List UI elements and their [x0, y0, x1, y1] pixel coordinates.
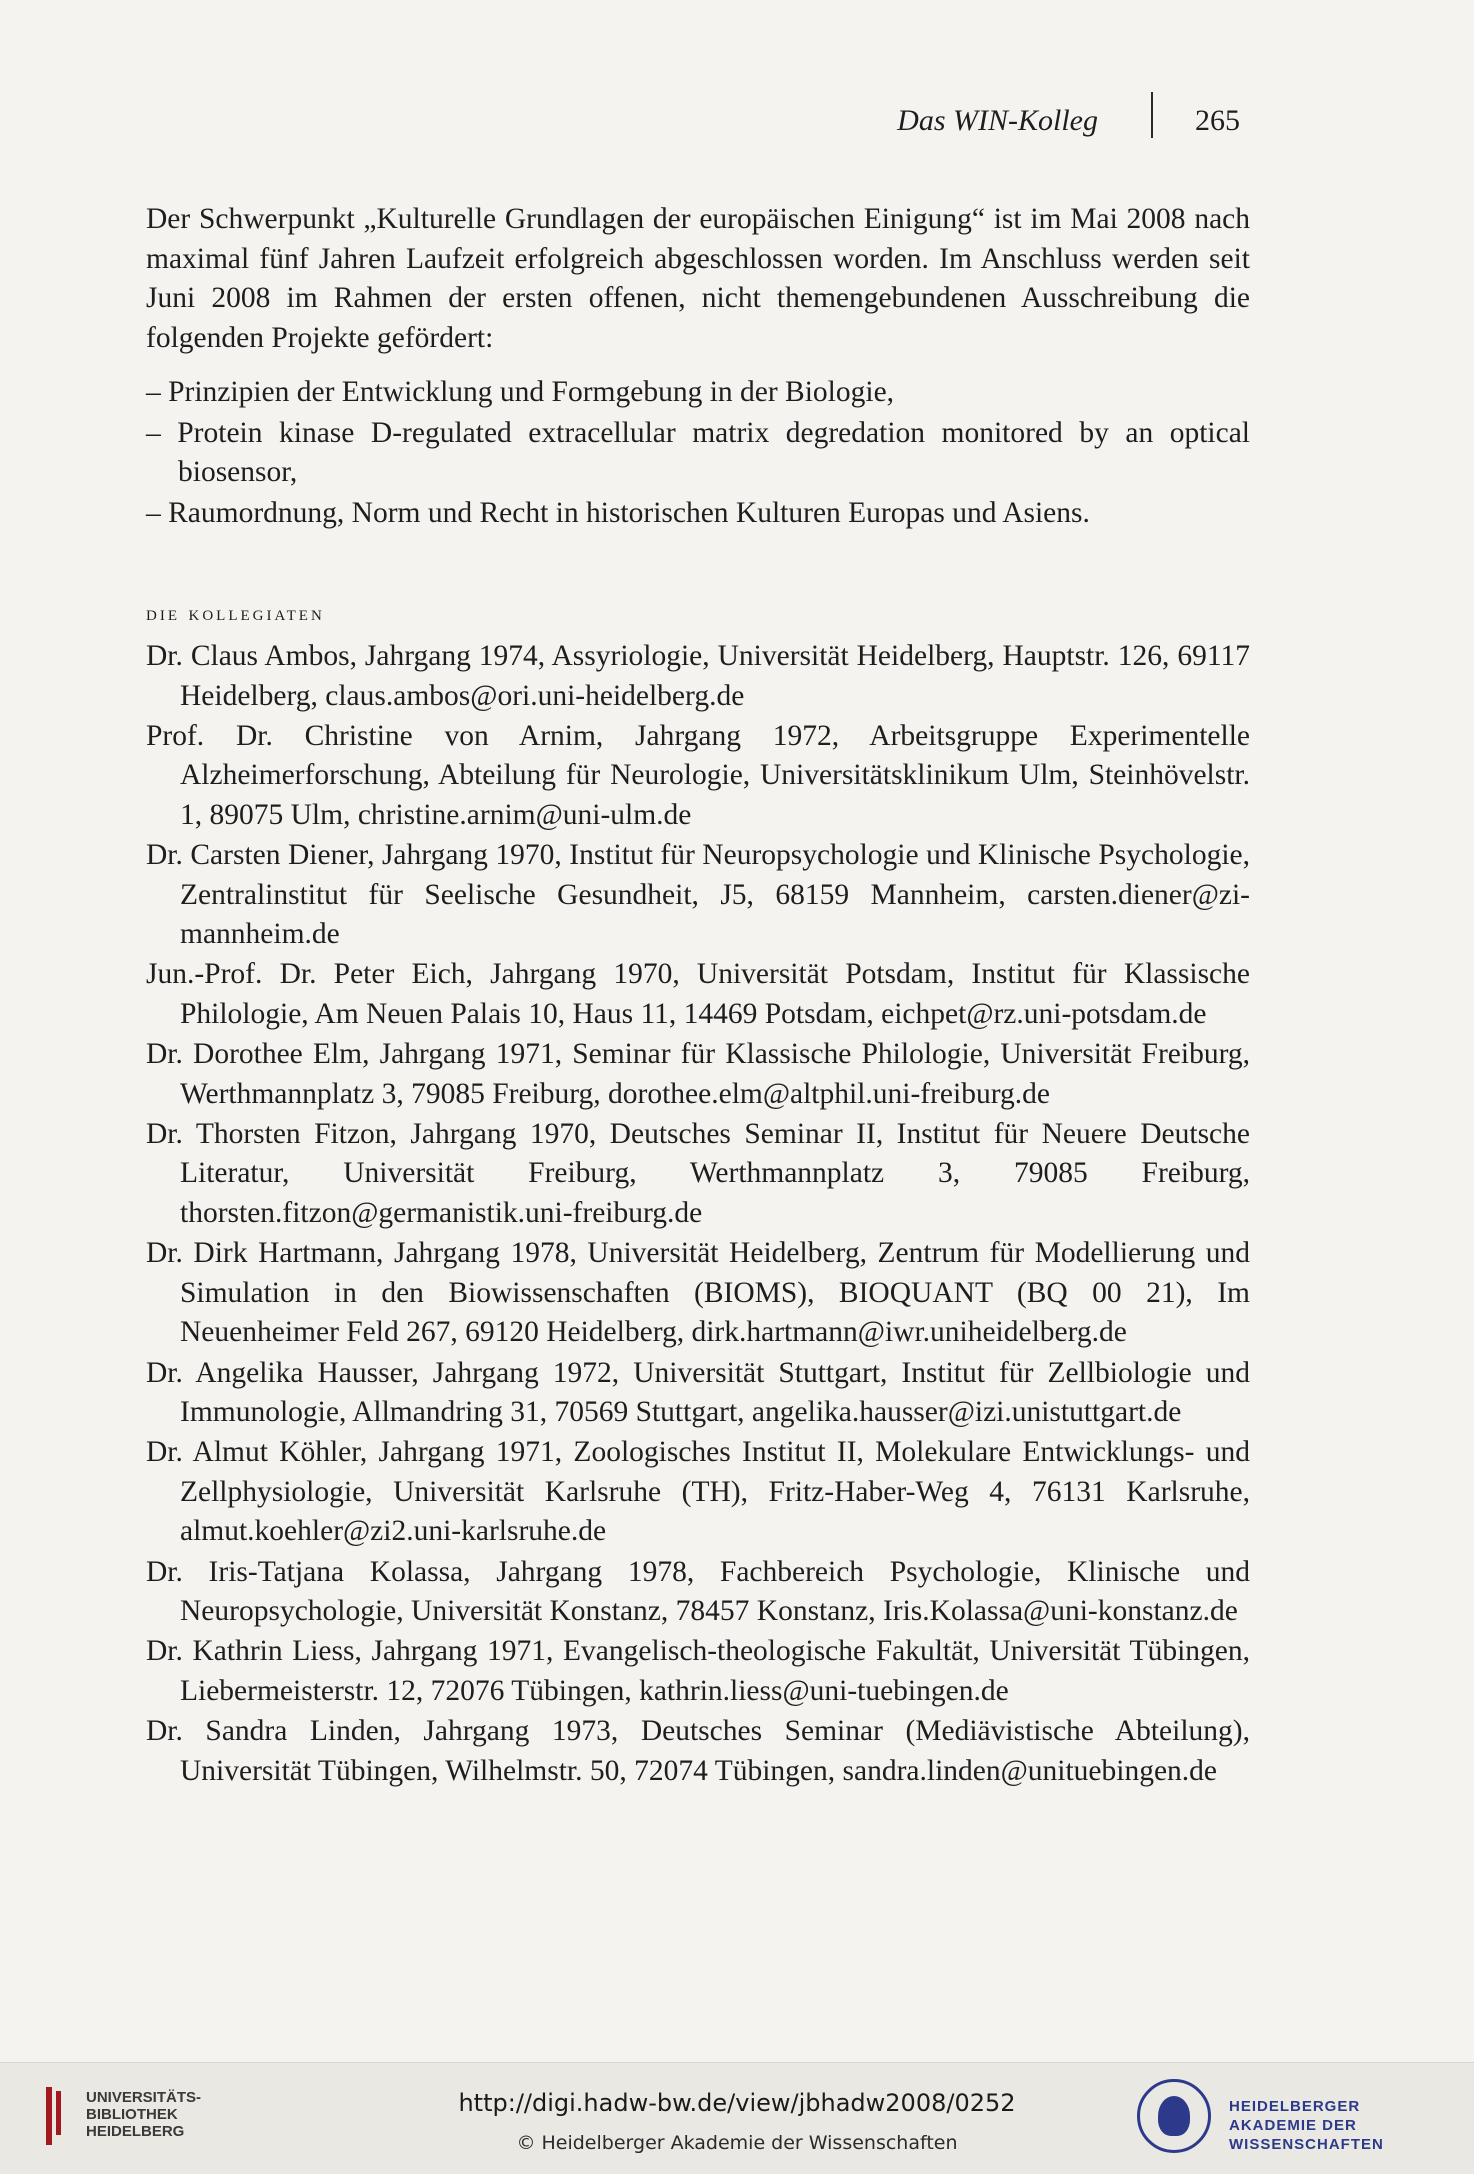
source-url-link[interactable]: http://digi.hadw-bw.de/view/jbhadw2008/0252: [458, 2089, 1016, 2117]
kollegiat-entry: Dr. Thorsten Fitzon, Jahrgang 1970, Deutsches Seminar II, Institut für Neuere Deutsche Literatur, Universität Freiburg, Werthmannplatz 3, 79085 Freiburg, thorsten.fitzon@germanistik.uni-freiburg.de: [146, 1117, 1250, 1229]
kollegiat-entry: Dr. Dirk Hartmann, Jahrgang 1978, Universität Heidelberg, Zentrum für Modellierung und Simulation in den Biowissenschaften (BIOMS), BIOQUANT (BQ 00 21), Im Neuenheimer Feld 267, 69120 Heidelberg, dirk.hartmann@iwr.uniheidelberg.de: [146, 1237, 1250, 1349]
academy-name: HEIDELBERGER AKADEMIE DER WISSENSCHAFTEN: [1229, 2098, 1384, 2153]
library-name: UNIVERSITÄTS-BIBLIOTHEK HEIDELBERG: [86, 2089, 202, 2140]
copyright-notice: © Heidelberger Akademie der Wissenschaften: [516, 2132, 958, 2154]
kollegiat-entry: Dr. Angelika Hausser, Jahrgang 1972, Universität Stuttgart, Institut für Zellbiologie und Immunologie, Allmandring 31, 70569 Stuttgart, angelika.hausser@izi.unistuttgart.de: [146, 1356, 1250, 1429]
project-item: – Raumordnung, Norm und Recht in historischen Kulturen Europas und Asiens.: [146, 496, 1090, 529]
project-item: – Protein kinase D-regulated extracellular matrix degredation monitored by an optical biosensor,: [146, 416, 1250, 488]
kollegiat-entry: Dr. Sandra Linden, Jahrgang 1973, Deutsches Seminar (Mediävistische Abteilung), Universität Tübingen, Wilhelmstr. 50, 72074 Tübingen, sandra.linden@unituebingen.de: [146, 1715, 1250, 1787]
intro-paragraph: Der Schwerpunkt „Kulturelle Grundlagen der europäischen Einigung“ ist im Mai 2008 nach maximal fünf Jahren Laufzeit erfolgreich abgeschlossen worden. Im Anschluss werden seit Juni 2008 im Rahmen der ersten offenen, nicht themengebundenen Ausschreibung die folgenden Projekte gefördert:: [146, 203, 1250, 354]
project-item: – Prinzipien der Entwicklung und Formgebung in der Biologie,: [146, 376, 895, 408]
running-head: [0, 102, 1474, 152]
kollegiat-entry: Dr. Almut Köhler, Jahrgang 1971, Zoologisches Institut II, Molekulare Entwicklungs- und Zellphysiologie, Universität Karlsruhe (TH), Fritz-Haber-Weg 4, 76131 Karlsruhe, almut.koehler@zi2.uni-karlsruhe.de: [146, 1436, 1250, 1548]
kollegiat-entry: Jun.-Prof. Dr. Peter Eich, Jahrgang 1970, Universität Potsdam, Institut für Klassische Philologie, Am Neuen Palais 10, Haus 11, 14469 Potsdam, eichpet@rz.uni-potsdam.de: [146, 958, 1250, 1030]
viewer-footer: [0, 2062, 1474, 2174]
kollegiat-entry: Dr. Kathrin Liess, Jahrgang 1971, Evangelisch-theologische Fakultät, Universität Tübingen, Liebermeisterstr. 12, 72076 Tübingen, kathrin.liess@uni-tuebingen.de: [146, 1635, 1250, 1707]
academy-logo[interactable]: [1137, 2079, 1437, 2159]
running-head-title: Das WIN-Kolleg: [897, 104, 1098, 137]
kollegiat-entry: Dr. Carsten Diener, Jahrgang 1970, Institut für Neuropsychologie und Klinische Psychologie, Zentralinstitut für Seelische Gesundheit, J5, 68159 Mannheim, carsten.diener@zi-mannheim.de: [146, 839, 1250, 951]
page-number: 265: [1195, 104, 1240, 137]
running-head-divider: [1151, 92, 1153, 138]
kollegiat-entry: Dr. Iris-Tatjana Kolassa, Jahrgang 1978, Fachbereich Psychologie, Klinische und Neuropsychologie, Universität Konstanz, 78457 Konstanz, Iris.Kolassa@uni-konstanz.de: [146, 1555, 1250, 1628]
kollegiat-entry: Prof. Dr. Christine von Arnim, Jahrgang 1972, Arbeitsgruppe Experimentelle Alzheimerforschung, Abteilung für Neurologie, Universitätsklinikum Ulm, Steinhövelstr. 1, 89075 Ulm, christine.arnim@uni-ulm.de: [146, 719, 1250, 831]
kollegiaten-list: [146, 637, 1250, 1792]
project-list: [146, 373, 1250, 534]
kollegiat-entry: Dr. Claus Ambos, Jahrgang 1974, Assyriologie, Universität Heidelberg, Hauptstr. 126, 69117 Heidelberg, claus.ambos@ori.uni-heidelberg.de: [146, 640, 1250, 712]
academy-seal-icon: [1137, 2079, 1211, 2153]
kollegiat-entry: Dr. Dorothee Elm, Jahrgang 1971, Seminar für Klassische Philologie, Universität Freiburg, Werthmannplatz 3, 79085 Freiburg, dorothee.elm@altphil.uni-freiburg.de: [146, 1038, 1250, 1110]
section-heading: die kollegiaten: [146, 600, 325, 625]
